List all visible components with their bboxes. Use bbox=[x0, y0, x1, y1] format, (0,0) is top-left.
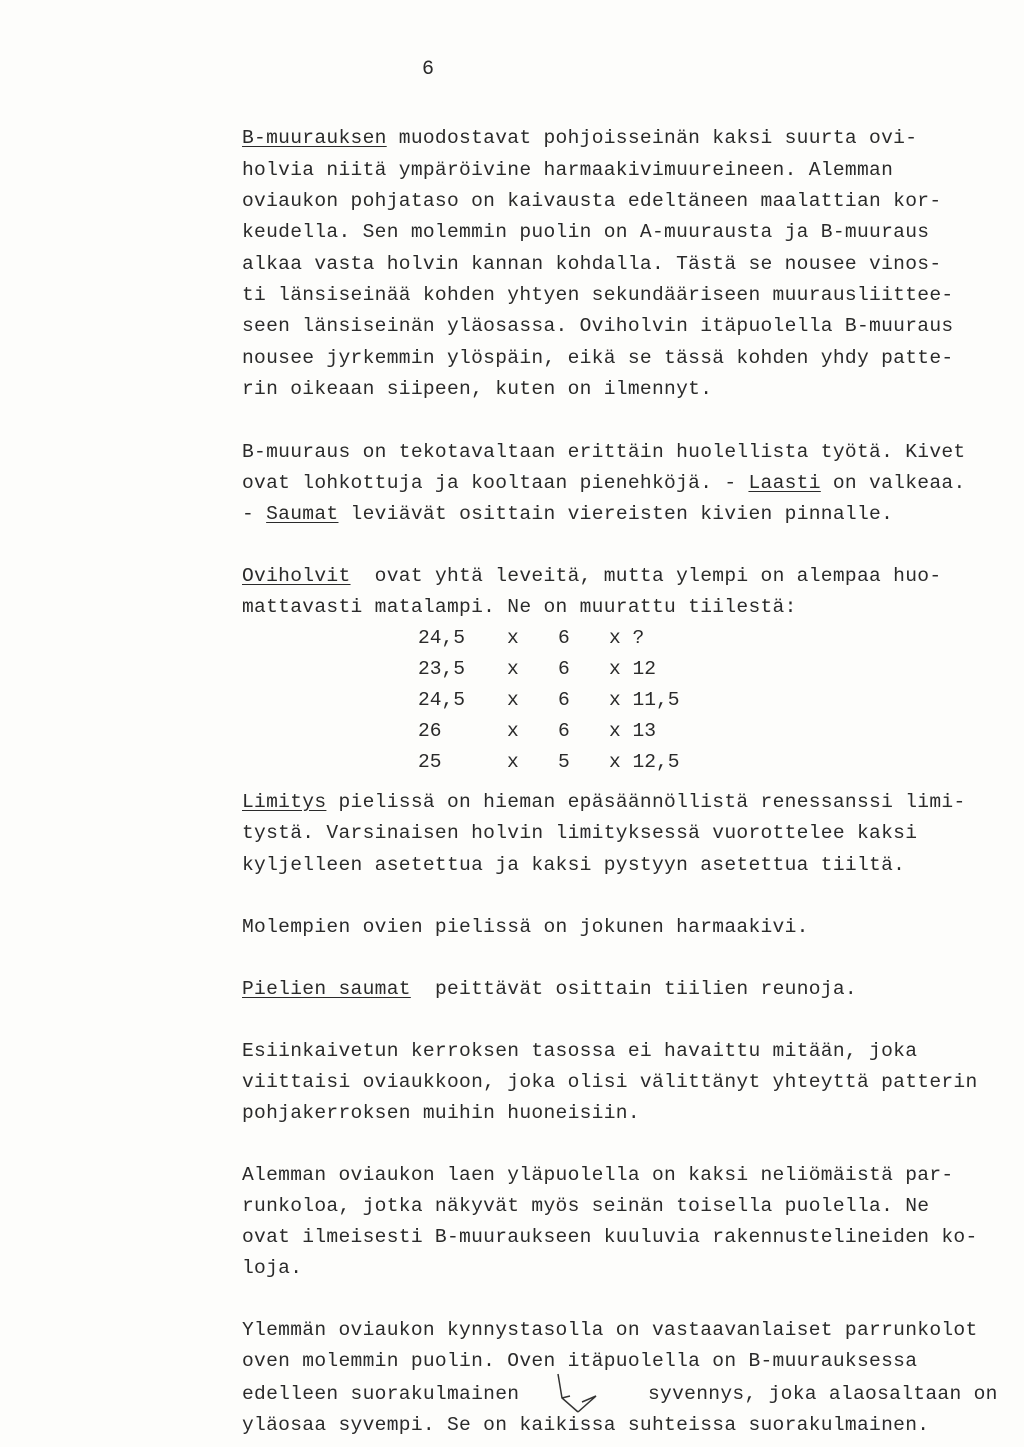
term-saumat: Saumat bbox=[266, 503, 339, 525]
text-line: ovat lohkottuja ja kooltaan pienehköjä. - Laasti on valkeaa. bbox=[242, 472, 966, 494]
text-line: Alemman oviaukon laen yläpuolella on kaksi neliömäistä par- bbox=[242, 1164, 954, 1186]
text-line: runkoloa, jotka näkyvät myös seinän toisella puolella. Ne bbox=[242, 1195, 930, 1217]
text-line: mattavasti matalampi. Ne on muurattu tiilestä: bbox=[242, 596, 797, 618]
text-line: ovat ilmeisesti B-muuraukseen kuuluvia rakennustelineiden ko- bbox=[242, 1226, 978, 1248]
heading-limitys: Limitys bbox=[242, 791, 327, 813]
heading-oviholvit: Oviholvit bbox=[242, 565, 351, 587]
page-number: 6 bbox=[422, 58, 435, 81]
text-line: loja. bbox=[242, 1257, 303, 1279]
text-line: yläosaa syvempi. Se on kaikissa suhteissa suorakulmainen. bbox=[242, 1414, 930, 1436]
text-line: ti länsiseinää kohden yhtyen sekundääriseen muurausliittee- bbox=[242, 284, 954, 306]
text-line: kyljelleen asetettua ja kaksi pystyyn asetettua tiiltä. bbox=[242, 854, 906, 876]
text-line: tystä. Varsinaisen holvin limityksessä vuorottelee kaksi bbox=[242, 822, 918, 844]
text-line: Pielien saumat peittävät osittain tiilien reunoja. bbox=[242, 978, 857, 1000]
text-line: edelleen suorakulmainen bbox=[242, 1383, 520, 1405]
text-line: oviaukon pohjataso on kaivausta edeltäneen maalattian kor- bbox=[242, 190, 942, 212]
document-page: 6 B-muurauksen muodostavat pohjoisseinän kaksi suurta ovi- holvia niitä ympäröivine harmaakivimuureineen. Alemman oviaukon pohjataso on kaivausta edeltäneen maalattian kor- keudella. Sen molemmin puolin on A-muurausta ja B-muuraus alkaa vasta holvin kannan kohdalla. Tästä se nousee vinos- ti länsiseinää kohden yhtyen sekundääriseen muurausliittee- seen länsiseinän yläosassa. Oviholvin itäpuolella B-muuraus nousee jyrkemmin ylöspäin, eikä se tässä kohden yhdy patte- rin oikeaan siipeen, kuten on ilmennyt. B-muuraus on tekotavaltaan erittäin huolellista työtä. Kivet ovat lohkottuja ja kooltaan pienehköjä. - Laasti on valkeaa. - Saumat leviävät osittain viereisten kivien pinnalle. Oviholvit ovat yhtä leveitä, mutta ylempi on alempaa huo- mattavasti matalampi. Ne on muurattu tiilestä: 24,5 x 6 x ? 23,5 x 6 x 12 24,5 x 6 x 11,5 26 x 6 x 13 25 x 5 x 12,5 Limitys pielissä on hieman epäsäännöllistä renessanssi limi- tystä. Varsinaisen holvin limityksessä vuorottelee kaksi kyljelleen asetettua ja kaksi pystyyn asetettua tiiltä. Molempien ovien pielissä on jokunen harmaakivi. Pielien saumat peittävät osittain tiilien reunoja. Esiinkaivetun kerroksen tasossa ei havaittu mitään, joka viittaisi oviaukkoon, joka olisi välittänyt yhteyttä patterin pohjakerroksen muihin huoneisiin. Alemman oviaukon laen yläpuolella on kaksi neliömäistä par- runkoloa, jotka näkyvät myös seinän toisella puolella. Ne ovat ilmeisesti B-muuraukseen kuuluvia rakennustelineiden ko- loja. Ylemmän oviaukon kynnystasolla on vastaavanlaiset parrunkolot oven molemmin puolin. Oven itäpuolella on B-muurauksessa edelleen suorakulmainen syvennys, joka alaosaltaan on yläosaa syvempi. Se on kaikissa suhteissa suorakulmainen. bbox=[242, 58, 998, 1436]
text-line: viittaisi oviaukkoon, joka olisi välittänyt yhteyttä patterin bbox=[242, 1071, 978, 1093]
text-line: oven molemmin puolin. Oven itäpuolella on B-muurauksessa bbox=[242, 1350, 918, 1372]
text-line: Molempien ovien pielissä on jokunen harmaakivi. bbox=[242, 916, 809, 938]
recess-sketch-icon bbox=[552, 1372, 602, 1418]
text-line: Oviholvit ovat yhtä leveitä, mutta ylempi on alempaa huo- bbox=[242, 565, 942, 587]
heading-pielien-saumat: Pielien saumat bbox=[242, 978, 411, 1000]
text-line: B-muurauksen muodostavat pohjoisseinän kaksi suurta ovi- bbox=[242, 127, 918, 149]
text-line: syvennys, joka alaosaltaan on bbox=[648, 1383, 998, 1405]
text-line: pohjakerroksen muihin huoneisiin. bbox=[242, 1102, 640, 1124]
text-line: keudella. Sen molemmin puolin on A-muurausta ja B-muuraus bbox=[242, 221, 930, 243]
heading-b-muurauksen: B-muurauksen bbox=[242, 127, 387, 149]
text-line: Limitys pielissä on hieman epäsäännöllistä renessanssi limi- bbox=[242, 791, 966, 813]
text-line: holvia niitä ympäröivine harmaakivimuureineen. Alemman bbox=[242, 159, 894, 181]
text-line: - Saumat leviävät osittain viereisten kivien pinnalle. bbox=[242, 503, 894, 525]
text-line: seen länsiseinän yläosassa. Oviholvin itäpuolella B-muuraus bbox=[242, 315, 954, 337]
text-line: Ylemmän oviaukon kynnystasolla on vastaavanlaiset parrunkolot bbox=[242, 1319, 978, 1341]
text-line: rin oikeaan siipeen, kuten on ilmennyt. bbox=[242, 378, 713, 400]
text-line: B-muuraus on tekotavaltaan erittäin huolellista työtä. Kivet bbox=[242, 441, 966, 463]
text-line: nousee jyrkemmin ylöspäin, eikä se tässä kohden yhdy patte- bbox=[242, 347, 954, 369]
term-laasti: Laasti bbox=[748, 472, 821, 494]
text-line: alkaa vasta holvin kannan kohdalla. Tästä se nousee vinos- bbox=[242, 253, 942, 275]
text-line: Esiinkaivetun kerroksen tasossa ei havaittu mitään, joka bbox=[242, 1040, 918, 1062]
